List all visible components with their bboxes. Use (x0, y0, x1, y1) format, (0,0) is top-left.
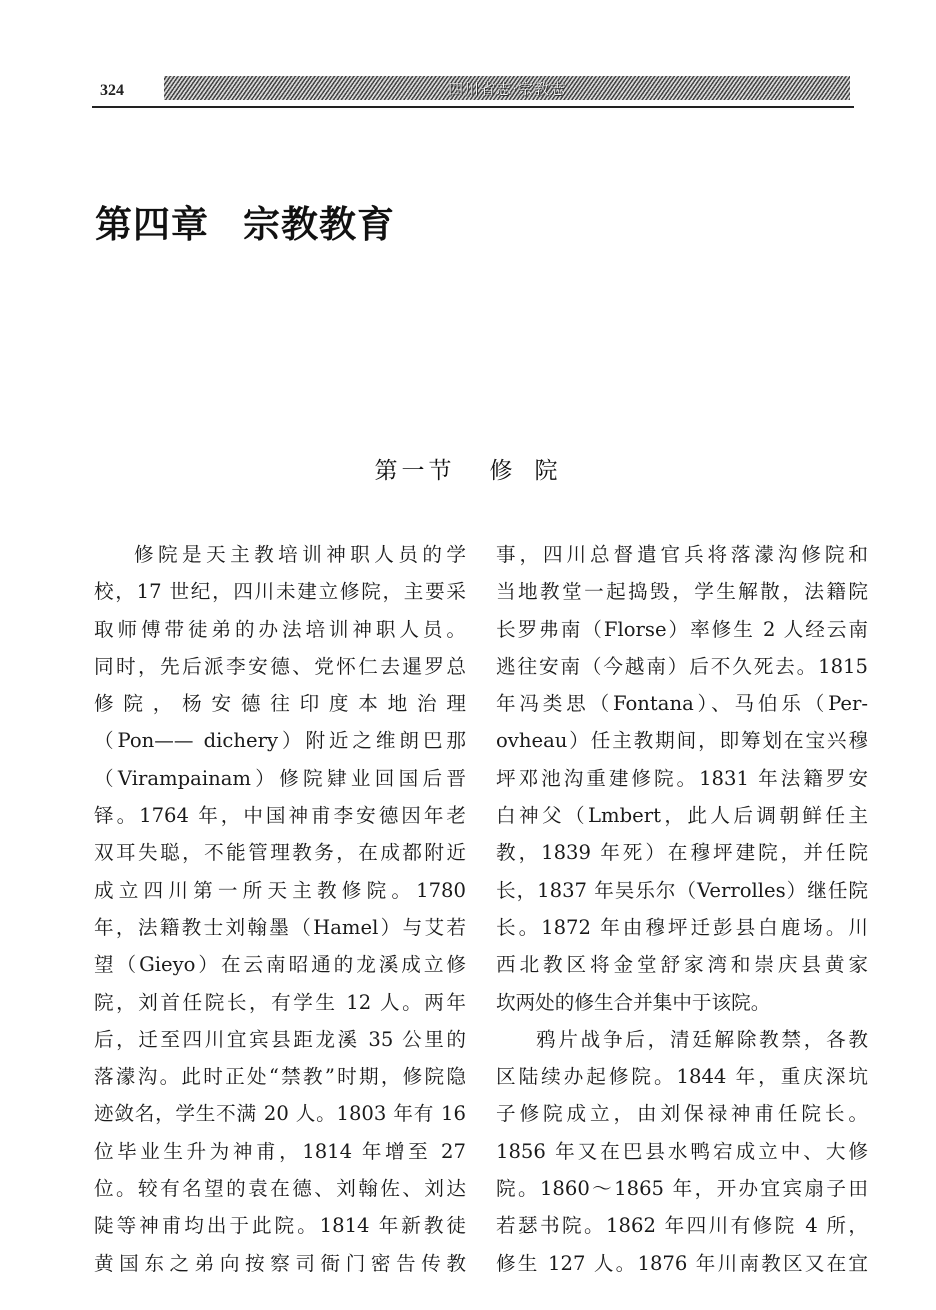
chapter-number: 第四章 (95, 203, 209, 246)
text-line: 位毕业生升为神甫，1814 年增至 27 (94, 1139, 466, 1163)
section-title-char: 院 (534, 458, 562, 484)
text-line: 1856 年又在巴县水鸭宕成立中、大修 (496, 1139, 868, 1163)
text-line: （Pon—— dichery）附近之维朗巴那 (94, 729, 466, 753)
text-line: 长罗弗南（Florse）率修生 2 人经云南 (496, 617, 868, 641)
text-line: 白神父（Lmbert，此人后调朝鲜任主 (496, 804, 868, 828)
text-line: 修生 127 人。1876 年川南教区又在宜 (496, 1251, 868, 1275)
text-line: 成立四川第一所天主教修院。1780 (94, 878, 466, 902)
section-number: 第一节 (374, 458, 456, 484)
text-line: ovheau）任主教期间，即筹划在宝兴穆 (496, 729, 868, 753)
text-line: 院，刘首任院长，有学生 12 人。两年 (94, 990, 466, 1014)
page-number: 324 (100, 82, 124, 99)
running-header (92, 74, 852, 106)
right-column (496, 536, 868, 1282)
text-line: 西北教区将金堂舒家湾和崇庆县黄家 (496, 953, 868, 977)
running-title: 四川省志·宗教志 (448, 80, 566, 98)
text-line: 修院是天主教培训神职人员的学 (134, 543, 466, 566)
text-line: 年冯类思（Fontana）、马伯乐（Per- (496, 692, 868, 716)
text-line: 黄国东之弟向按察司衙门密告传教 (94, 1251, 466, 1275)
text-line: 陡等神甫均出于此院。1814 年新教徒 (94, 1214, 466, 1238)
text-line: 事，四川总督遣官兵将落濛沟修院和 (496, 543, 868, 566)
text-line: 后，迁至四川宜宾县距龙溪 35 公里的 (94, 1027, 466, 1051)
text-line: 子修院成立，由刘保禄神甫任院长。 (496, 1102, 868, 1126)
text-line: 迹敛名，学生不满 20 人。1803 年有 16 (94, 1102, 466, 1126)
chapter-heading (95, 194, 395, 248)
text-line: 位。较有名望的袁在德、刘翰佐、刘达 (94, 1177, 466, 1201)
text-line: 长，1837 年吴乐尔（Verrolles）继任院 (496, 878, 868, 902)
text-line: 落濛沟。此时正处“禁教”时期，修院隐 (94, 1065, 466, 1089)
text-line: 双耳失聪，不能管理教务，在成都附近 (94, 841, 466, 865)
text-line: 院。1860～1865 年，开办宜宾扇子田 (496, 1177, 868, 1201)
text-line: 铎。1764 年，中国神甫李安德因年老 (94, 804, 466, 828)
text-line: 若瑟书院。1862 年四川有修院 4 所， (496, 1214, 868, 1238)
text-line: 长。1872 年由穆坪迁彭县白鹿场。川 (496, 915, 868, 939)
text-line: 同时，先后派李安德、党怀仁去暹罗总 (94, 654, 466, 678)
text-line: 逃往安南（今越南）后不久死去。1815 (496, 654, 868, 678)
text-line: 区陆续办起修院。1844 年，重庆深坑 (496, 1065, 868, 1089)
text-line: 取师傅带徒弟的办法培训神职人员。 (94, 617, 466, 641)
text-line: 当地教堂一起捣毁，学生解散，法籍院 (496, 580, 868, 604)
text-line: 年，法籍教士刘翰墨（Hamel）与艾若 (94, 915, 466, 939)
text-line: 校，17 世纪，四川未建立修院，主要采 (94, 580, 466, 604)
header-rule (92, 106, 854, 108)
chapter-title: 宗教教育 (243, 203, 395, 246)
text-line: 望（Gieyo）在云南昭通的龙溪成立修 (94, 953, 466, 977)
text-line: 教，1839 年死）在穆坪建院，并任院 (496, 841, 868, 865)
section-heading (0, 452, 936, 485)
text-line: 鸦片战争后，清廷解除教禁，各教 (536, 1027, 868, 1051)
header-banner (164, 76, 850, 100)
text-line: 坪邓池沟重建修院。1831 年法籍罗安 (496, 766, 868, 790)
text-line: （Virampainam）修院肄业回国后晋 (94, 766, 466, 790)
text-line: 修院，杨安德往印度本地治理 (94, 692, 466, 716)
left-column (94, 536, 466, 1282)
text-line: 坎两处的修生合并集中于该院。 (496, 990, 771, 1014)
section-title-char: 修 (489, 458, 517, 484)
